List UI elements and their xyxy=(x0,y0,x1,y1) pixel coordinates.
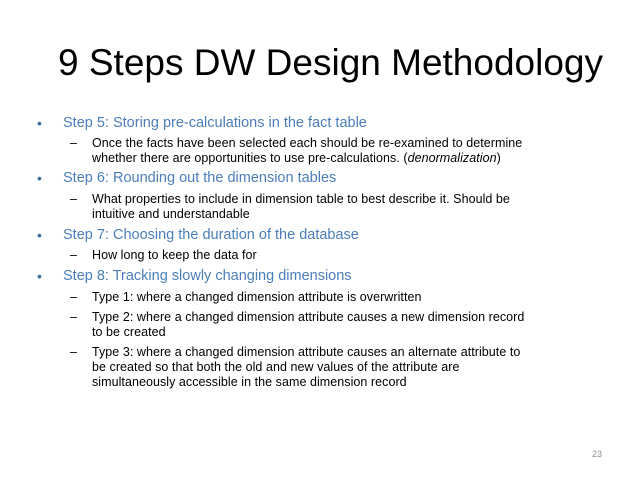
bullet-icon: • xyxy=(37,268,42,284)
step-8-type-3-line-2: be created so that both the old and new values of the attribute are xyxy=(92,360,460,374)
step-7-heading: Step 7: Choosing the duration of the database xyxy=(63,227,359,243)
dash-icon: – xyxy=(70,345,77,359)
dash-icon: – xyxy=(70,290,77,304)
step-5-heading: Step 5: Storing pre-calculations in the fact table xyxy=(63,115,367,131)
slide-number: 23 xyxy=(591,449,602,459)
slide-title: 9 Steps DW Design Methodology xyxy=(58,42,603,83)
step-8-type-2-line-2: to be created xyxy=(92,325,166,339)
bullet-icon: • xyxy=(37,227,42,243)
dash-icon: – xyxy=(70,136,77,150)
dash-icon: – xyxy=(70,310,77,324)
dash-icon: – xyxy=(70,248,77,262)
step-5-detail-line-2: whether there are opportunities to use pre-calculations. (denormalization) xyxy=(92,151,501,165)
bullet-icon: • xyxy=(37,115,42,131)
step-8-heading: Step 8: Tracking slowly changing dimensions xyxy=(63,268,352,284)
step-8-type-3-line-1: Type 3: where a changed dimension attribute causes an alternate attribute to xyxy=(92,345,521,359)
step-8-type-1-line-1: Type 1: where a changed dimension attribute is overwritten xyxy=(92,290,422,304)
step-8-type-3-line-3: simultaneously accessible in the same dimension record xyxy=(92,375,407,389)
step-8-type-2-line-1: Type 2: where a changed dimension attribute causes a new dimension record xyxy=(92,310,525,324)
step-6-detail-line-1: What properties to include in dimension table to best describe it. Should be xyxy=(92,192,510,206)
dash-icon: – xyxy=(70,192,77,206)
step-6-heading: Step 6: Rounding out the dimension tables xyxy=(63,170,337,186)
step-5-detail-line-1: Once the facts have been selected each should be re-examined to determine xyxy=(92,136,523,150)
step-7-detail-line-1: How long to keep the data for xyxy=(92,248,257,262)
bullet-icon: • xyxy=(37,170,42,186)
denormalization-term: denormalization xyxy=(407,151,497,165)
step-6-detail-line-2: intuitive and understandable xyxy=(92,207,250,221)
